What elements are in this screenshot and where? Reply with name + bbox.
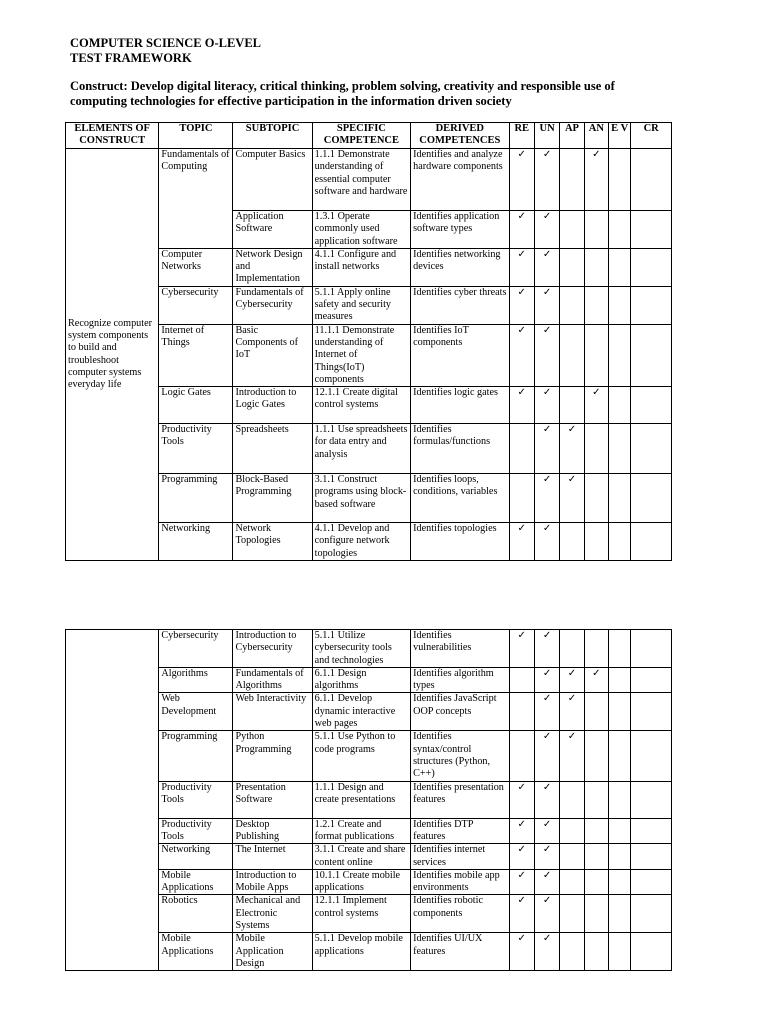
mark-un-cell: ✓ xyxy=(534,895,559,933)
specific-competence-cell: 6.1.1 Develop dynamic interactive web pages xyxy=(312,693,410,731)
mark-cr-cell xyxy=(631,286,672,324)
mark-un-cell: ✓ xyxy=(534,731,559,781)
table1-body xyxy=(66,149,672,561)
mark-un-cell: ✓ xyxy=(534,149,559,211)
specific-competence-cell: 1.1.1 Use spreadsheets for data entry and analysis xyxy=(312,424,410,474)
topic-cell: Networking xyxy=(159,523,233,561)
mark-re-cell: ✓ xyxy=(509,387,534,424)
derived-competence-cell: Identifies IoT components xyxy=(411,324,509,386)
mark-ev-cell xyxy=(609,324,631,386)
subtopic-cell: Fundamentals of Algorithms xyxy=(233,667,312,693)
mark-cr-cell xyxy=(631,933,672,971)
topic-cell: Programming xyxy=(159,731,233,781)
mark-ev-cell xyxy=(609,667,631,693)
mark-re-cell xyxy=(509,693,534,731)
specific-competence-cell: 3.1.1 Construct programs using block-based software xyxy=(312,474,410,523)
mark-re-cell: ✓ xyxy=(509,248,534,286)
col-header-re: RE xyxy=(509,123,534,149)
topic-cell: Productivity Tools xyxy=(159,781,233,818)
mark-ev-cell xyxy=(609,248,631,286)
mark-un-cell: ✓ xyxy=(534,387,559,424)
topic-cell: Productivity Tools xyxy=(159,424,233,474)
mark-ap-cell xyxy=(560,387,584,424)
derived-competence-cell: Identifies JavaScript OOP concepts xyxy=(411,693,509,731)
derived-competence-cell: Identifies vulnerabilities xyxy=(411,630,509,668)
specific-competence-cell: 1.2.1 Create and format publications xyxy=(312,818,410,844)
mark-un-cell: ✓ xyxy=(534,667,559,693)
mark-ap-cell xyxy=(560,818,584,844)
derived-competence-cell: Identifies UI/UX features xyxy=(411,933,509,971)
mark-ap-cell: ✓ xyxy=(560,667,584,693)
topic-cell: Algorithms xyxy=(159,667,233,693)
mark-ap-cell xyxy=(560,211,584,249)
mark-cr-cell xyxy=(631,523,672,561)
mark-un-cell: ✓ xyxy=(534,523,559,561)
topic-cell: Productivity Tools xyxy=(159,818,233,844)
derived-competence-cell: Identifies topologies xyxy=(411,523,509,561)
mark-un-cell: ✓ xyxy=(534,324,559,386)
mark-re-cell: ✓ xyxy=(509,781,534,818)
derived-competence-cell: Identifies presentation features xyxy=(411,781,509,818)
mark-re-cell: ✓ xyxy=(509,818,534,844)
mark-un-cell: ✓ xyxy=(534,286,559,324)
mark-cr-cell xyxy=(631,693,672,731)
col-header-cr: CR xyxy=(631,123,672,149)
subtopic-cell: Mobile Application Design xyxy=(233,933,312,971)
subtopic-cell: Presentation Software xyxy=(233,781,312,818)
mark-ev-cell xyxy=(609,211,631,249)
mark-ap-cell xyxy=(560,149,584,211)
mark-ap-cell: ✓ xyxy=(560,424,584,474)
specific-competence-cell: 11.1.1 Demonstrate understanding of Internet of Things(IoT) components xyxy=(312,324,410,386)
derived-competence-cell: Identifies networking devices xyxy=(411,248,509,286)
subtopic-cell: Application Software xyxy=(233,211,312,249)
mark-un-cell: ✓ xyxy=(534,869,559,895)
mark-ev-cell xyxy=(609,869,631,895)
derived-competence-cell: Identifies syntax/control structures (Python, C++) xyxy=(411,731,509,781)
mark-ev-cell xyxy=(609,844,631,870)
mark-an-cell xyxy=(584,731,608,781)
mark-ap-cell xyxy=(560,844,584,870)
subtopic-cell: Introduction to Mobile Apps xyxy=(233,869,312,895)
specific-competence-cell: 5.1.1 Apply online safety and security measures xyxy=(312,286,410,324)
mark-an-cell xyxy=(584,523,608,561)
mark-ev-cell xyxy=(609,731,631,781)
specific-competence-cell: 1.1.1 Demonstrate understanding of essential computer software and hardware xyxy=(312,149,410,211)
mark-an-cell xyxy=(584,781,608,818)
specific-competence-cell: 12.1.1 Implement control systems xyxy=(312,895,410,933)
mark-cr-cell xyxy=(631,387,672,424)
mark-ev-cell xyxy=(609,895,631,933)
subtopic-cell: Block-Based Programming xyxy=(233,474,312,523)
derived-competence-cell: Identifies cyber threats xyxy=(411,286,509,324)
mark-ev-cell xyxy=(609,286,631,324)
topic-cell: Mobile Applications xyxy=(159,933,233,971)
mark-cr-cell xyxy=(631,869,672,895)
mark-cr-cell xyxy=(631,895,672,933)
mark-an-cell xyxy=(584,895,608,933)
subtopic-cell: Python Programming xyxy=(233,731,312,781)
mark-re-cell xyxy=(509,667,534,693)
derived-competence-cell: Identifies algorithm types xyxy=(411,667,509,693)
mark-ev-cell xyxy=(609,387,631,424)
mark-re-cell: ✓ xyxy=(509,895,534,933)
subtopic-cell: Introduction to Logic Gates xyxy=(233,387,312,424)
table-row xyxy=(66,149,672,211)
mark-ev-cell xyxy=(609,474,631,523)
mark-an-cell xyxy=(584,474,608,523)
mark-re-cell: ✓ xyxy=(509,869,534,895)
mark-an-cell: ✓ xyxy=(584,149,608,211)
derived-competence-cell: Identifies logic gates xyxy=(411,387,509,424)
subtopic-cell: Introduction to Cybersecurity xyxy=(233,630,312,668)
mark-ap-cell: ✓ xyxy=(560,693,584,731)
mark-un-cell: ✓ xyxy=(534,693,559,731)
mark-un-cell: ✓ xyxy=(534,844,559,870)
topic-cell: Cybersecurity xyxy=(159,630,233,668)
mark-un-cell: ✓ xyxy=(534,933,559,971)
mark-ap-cell xyxy=(560,286,584,324)
mark-an-cell xyxy=(584,869,608,895)
derived-competence-cell: Identifies loops, conditions, variables xyxy=(411,474,509,523)
col-header-specific: SPECIFIC COMPETENCE xyxy=(312,123,410,149)
mark-an-cell: ✓ xyxy=(584,387,608,424)
mark-cr-cell xyxy=(631,818,672,844)
mark-un-cell: ✓ xyxy=(534,424,559,474)
mark-ev-cell xyxy=(609,523,631,561)
mark-cr-cell xyxy=(631,211,672,249)
mark-cr-cell xyxy=(631,424,672,474)
mark-ap-cell xyxy=(560,630,584,668)
element-of-construct-empty xyxy=(66,630,159,971)
mark-an-cell: ✓ xyxy=(584,667,608,693)
mark-ev-cell xyxy=(609,424,631,474)
mark-an-cell xyxy=(584,286,608,324)
mark-ap-cell: ✓ xyxy=(560,474,584,523)
mark-cr-cell xyxy=(631,324,672,386)
col-header-derived: DERIVED COMPETENCES xyxy=(411,123,509,149)
mark-an-cell xyxy=(584,818,608,844)
mark-an-cell xyxy=(584,693,608,731)
mark-an-cell xyxy=(584,424,608,474)
mark-un-cell: ✓ xyxy=(534,474,559,523)
mark-an-cell xyxy=(584,248,608,286)
col-header-ev: E V xyxy=(609,123,631,149)
derived-competence-cell: Identifies formulas/functions xyxy=(411,424,509,474)
mark-an-cell xyxy=(584,630,608,668)
specific-competence-cell: 6.1.1 Design algorithms xyxy=(312,667,410,693)
subtopic-cell: Mechanical and Electronic Systems xyxy=(233,895,312,933)
derived-competence-cell: Identifies application software types xyxy=(411,211,509,249)
mark-re-cell xyxy=(509,731,534,781)
mark-cr-cell xyxy=(631,630,672,668)
topic-cell: Programming xyxy=(159,474,233,523)
mark-re-cell xyxy=(509,424,534,474)
derived-competence-cell: Identifies internet services xyxy=(411,844,509,870)
mark-re-cell: ✓ xyxy=(509,933,534,971)
mark-re-cell: ✓ xyxy=(509,324,534,386)
mark-re-cell: ✓ xyxy=(509,149,534,211)
subtopic-cell: Fundamentals of Cybersecurity xyxy=(233,286,312,324)
mark-an-cell xyxy=(584,211,608,249)
mark-un-cell: ✓ xyxy=(534,781,559,818)
mark-cr-cell xyxy=(631,667,672,693)
mark-ev-cell xyxy=(609,933,631,971)
mark-cr-cell xyxy=(631,731,672,781)
table2-body xyxy=(66,630,672,971)
mark-re-cell: ✓ xyxy=(509,630,534,668)
specific-competence-cell: 10.1.1 Create mobile applications xyxy=(312,869,410,895)
subtopic-cell: Spreadsheets xyxy=(233,424,312,474)
mark-cr-cell xyxy=(631,474,672,523)
framework-table-page1 xyxy=(65,122,672,561)
topic-cell: Mobile Applications xyxy=(159,869,233,895)
mark-ap-cell xyxy=(560,781,584,818)
table-row xyxy=(66,630,672,668)
specific-competence-cell: 5.1.1 Utilize cybersecurity tools and technologies xyxy=(312,630,410,668)
specific-competence-cell: 4.1.1 Develop and configure network topologies xyxy=(312,523,410,561)
subtopic-cell: Desktop Publishing xyxy=(233,818,312,844)
mark-ap-cell: ✓ xyxy=(560,731,584,781)
mark-cr-cell xyxy=(631,248,672,286)
document-title-line2: TEST FRAMEWORK xyxy=(70,51,192,65)
derived-competence-cell: Identifies and analyze hardware components xyxy=(411,149,509,211)
mark-un-cell: ✓ xyxy=(534,818,559,844)
topic-cell: Computer Networks xyxy=(159,248,233,286)
topic-cell: Logic Gates xyxy=(159,387,233,424)
mark-re-cell: ✓ xyxy=(509,211,534,249)
mark-ev-cell xyxy=(609,630,631,668)
specific-competence-cell: 1.1.1 Design and create presentations xyxy=(312,781,410,818)
mark-an-cell xyxy=(584,324,608,386)
topic-cell: Web Development xyxy=(159,693,233,731)
mark-cr-cell xyxy=(631,781,672,818)
framework-table-page2 xyxy=(65,629,672,971)
mark-ap-cell xyxy=(560,324,584,386)
document-title-line1: COMPUTER SCIENCE O-LEVEL xyxy=(70,36,261,50)
element-of-construct: Recognize computer system components to build and troubleshoot computer systems everyday life xyxy=(66,149,159,561)
mark-ev-cell xyxy=(609,818,631,844)
subtopic-cell: Web Interactivity xyxy=(233,693,312,731)
mark-re-cell xyxy=(509,474,534,523)
col-header-topic: TOPIC xyxy=(159,123,233,149)
subtopic-cell: The Internet xyxy=(233,844,312,870)
mark-cr-cell xyxy=(631,844,672,870)
derived-competence-cell: Identifies mobile app environments xyxy=(411,869,509,895)
topic-cell: Cybersecurity xyxy=(159,286,233,324)
mark-cr-cell xyxy=(631,149,672,211)
mark-ev-cell xyxy=(609,149,631,211)
col-header-elements: ELEMENTS OF CONSTRUCT xyxy=(66,123,159,149)
col-header-un: UN xyxy=(534,123,559,149)
topic-cell: Networking xyxy=(159,844,233,870)
mark-ev-cell xyxy=(609,693,631,731)
col-header-subtopic: SUBTOPIC xyxy=(233,123,312,149)
specific-competence-cell: 12.1.1 Create digital control systems xyxy=(312,387,410,424)
col-header-an: AN xyxy=(584,123,608,149)
subtopic-cell: Network Topologies xyxy=(233,523,312,561)
mark-an-cell xyxy=(584,933,608,971)
subtopic-cell: Network Design and Implementation xyxy=(233,248,312,286)
derived-competence-cell: Identifies DTP features xyxy=(411,818,509,844)
subtopic-cell: Computer Basics xyxy=(233,149,312,211)
mark-re-cell: ✓ xyxy=(509,844,534,870)
mark-un-cell: ✓ xyxy=(534,211,559,249)
specific-competence-cell: 3.1.1 Create and share content online xyxy=(312,844,410,870)
mark-ap-cell xyxy=(560,248,584,286)
mark-un-cell: ✓ xyxy=(534,248,559,286)
mark-un-cell: ✓ xyxy=(534,630,559,668)
mark-ap-cell xyxy=(560,895,584,933)
mark-ap-cell xyxy=(560,523,584,561)
specific-competence-cell: 5.1.1 Develop mobile applications xyxy=(312,933,410,971)
mark-re-cell: ✓ xyxy=(509,286,534,324)
mark-re-cell: ✓ xyxy=(509,523,534,561)
topic-cell: Internet of Things xyxy=(159,324,233,386)
subtopic-cell: Basic Components of IoT xyxy=(233,324,312,386)
specific-competence-cell: 5.1.1 Use Python to code programs xyxy=(312,731,410,781)
mark-ap-cell xyxy=(560,933,584,971)
topic-cell: Fundamentals of Computing xyxy=(159,149,233,249)
specific-competence-cell: 1.3.1 Operate commonly used application software xyxy=(312,211,410,249)
construct-statement: Construct: Develop digital literacy, critical thinking, problem solving, creativity and responsible use of computing technologies for effective participation in the information driven society xyxy=(70,79,615,108)
col-header-ap: AP xyxy=(560,123,584,149)
topic-cell: Robotics xyxy=(159,895,233,933)
derived-competence-cell: Identifies robotic components xyxy=(411,895,509,933)
specific-competence-cell: 4.1.1 Configure and install networks xyxy=(312,248,410,286)
mark-ev-cell xyxy=(609,781,631,818)
mark-an-cell xyxy=(584,844,608,870)
mark-ap-cell xyxy=(560,869,584,895)
